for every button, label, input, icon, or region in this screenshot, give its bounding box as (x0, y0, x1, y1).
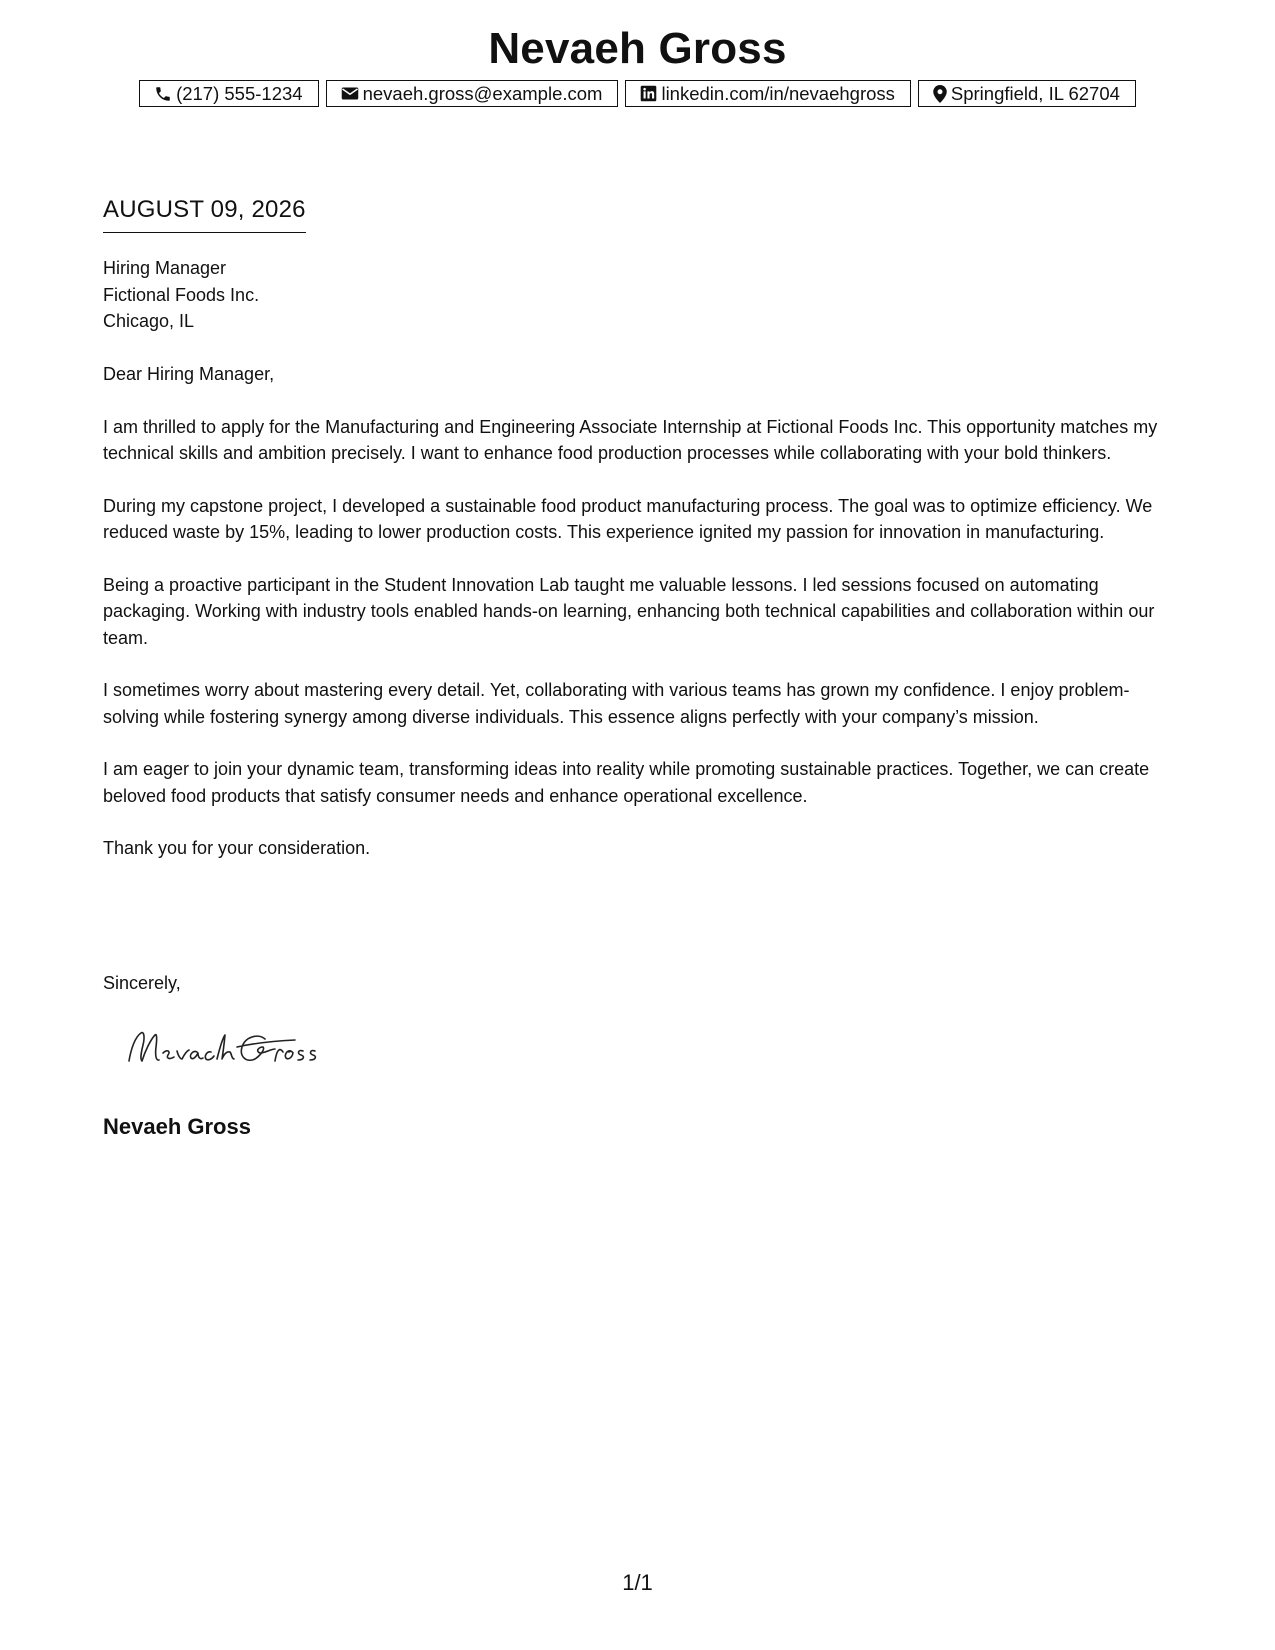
recipient-company: Fictional Foods Inc. (103, 284, 260, 305)
contact-info-row (0, 80, 1275, 107)
closing-line: Sincerely, (103, 973, 181, 993)
salutation: Dear Hiring Manager, (103, 364, 275, 384)
applicant-name-heading: Nevaeh Gross (488, 24, 787, 73)
signer-name: Nevaeh Gross (103, 1114, 251, 1139)
letter-date: AUGUST 09, 2026 (103, 194, 306, 233)
map-marker-icon (933, 85, 947, 103)
letter-body (103, 361, 1183, 888)
contact-email[interactable] (326, 80, 619, 107)
body-paragraph: I sometimes worry about mastering every detail. Yet, collaborating with various teams has grown my confidence. I enjoy problem-solving while fostering synergy among diverse individuals. This essence aligns perfectly with your company’s mission. (103, 680, 1130, 727)
location-text: Springfield, IL 62704 (950, 82, 1120, 104)
body-paragraph: I am thrilled to apply for the Manufacturing and Engineering Associate Internship at Fictional Foods Inc. This opportunity matches my technical skills and ambition precisely. I want to enhance food production processes while collaborating with your bold thinkers. (103, 416, 1158, 463)
body-paragraph: During my capstone project, I developed a sustainable food product manufacturing process. The goal was to optimize efficiency. We reduced waste by 15%, leading to lower production costs. This experience ignited my passion for innovation in manufacturing. (103, 495, 1153, 542)
thank-you-paragraph: Thank you for your consideration. (103, 838, 371, 858)
contact-location (918, 80, 1136, 107)
body-paragraph: I am eager to join your dynamic team, transforming ideas into reality while promoting sustainable practices. Together, we can create beloved food products that satisfy consumer needs and enhance operational excellence. (103, 759, 1150, 806)
recipient-block (103, 255, 259, 335)
linkedin-icon (640, 85, 657, 102)
envelope-icon (341, 86, 359, 101)
phone-icon (154, 85, 172, 103)
recipient-title: Hiring Manager (103, 258, 227, 278)
handwritten-signature (125, 1025, 345, 1075)
phone-number-text: (217) 555-1234 (176, 82, 303, 104)
body-paragraph: Being a proactive participant in the Student Innovation Lab taught me valuable lessons. I led sessions focused on automating packaging. Working with industry tools enabled hands-on learning, enhancing both technical capabilities and collaboration within our team. (103, 574, 1155, 648)
linkedin-url-text: linkedin.com/in/nevaehgross (661, 82, 895, 104)
contact-phone (139, 80, 319, 107)
page-number: 1/1 (622, 1570, 653, 1595)
contact-linkedin[interactable] (625, 80, 910, 107)
email-address-text: nevaeh.gross@example.com (362, 82, 603, 104)
recipient-location: Chicago, IL (103, 311, 195, 331)
